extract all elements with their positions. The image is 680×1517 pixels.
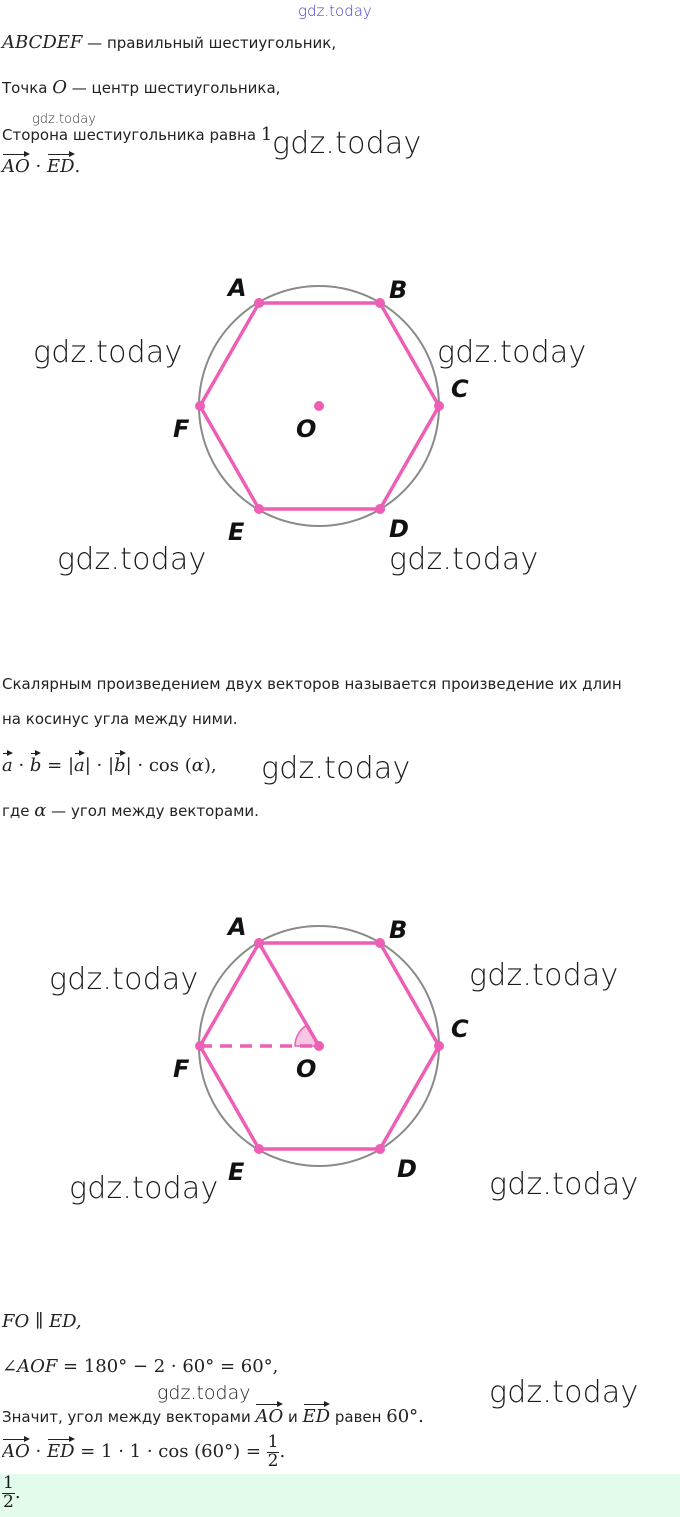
- watermark-top: gdz.today: [298, 2, 372, 20]
- formula-vec-a-2: a: [74, 751, 85, 776]
- label-f-2: F: [173, 1055, 190, 1083]
- watermark-1: gdz.today: [272, 126, 422, 161]
- formula-cos: cos: [148, 755, 179, 776]
- dot-product-formula: a · b = |a| · |b| · cos (α),: [2, 751, 217, 776]
- conclusion-vector-ao: AO: [255, 1402, 283, 1427]
- vertex-d: [375, 504, 385, 514]
- watermark-small-2: gdz.today: [157, 1382, 251, 1404]
- formula-vec-b-2: b: [114, 751, 126, 776]
- given-line-3-text: Сторона шестиугольника равна: [2, 126, 261, 144]
- label-e: E: [228, 518, 245, 546]
- given-line-2-prefix: Точка: [2, 79, 53, 97]
- conclusion-line: [2, 1402, 424, 1427]
- label-b-2: B: [389, 916, 408, 944]
- formula-vec-b-1: b: [30, 751, 42, 776]
- vertex-f-2: [195, 1041, 205, 1051]
- vertex-f: [195, 401, 205, 411]
- vertex-a-2: [254, 938, 264, 948]
- vertex-a: [254, 298, 264, 308]
- watermark-6: gdz.today: [261, 751, 411, 786]
- result-denominator: 2: [267, 1450, 279, 1471]
- vector-ed: ED: [47, 152, 75, 177]
- conclusion-and: и: [283, 1408, 303, 1426]
- watermark-small-1: gdz.today: [32, 112, 96, 127]
- watermark-11: gdz.today: [489, 1375, 639, 1410]
- given-line-4: [2, 152, 80, 177]
- vertex-c: [434, 401, 444, 411]
- watermark-9: gdz.today: [69, 1171, 219, 1206]
- answer-numerator: 1: [3, 1474, 14, 1493]
- where-line: [2, 800, 259, 821]
- vertex-d-2: [375, 1144, 385, 1154]
- conclusion-end-text: равен: [330, 1408, 387, 1426]
- given-line-1-text: — правильный шестиугольник,: [82, 34, 337, 52]
- label-f: F: [173, 415, 190, 443]
- result-vector-ao: AO: [2, 1437, 30, 1462]
- watermark-4: gdz.today: [57, 542, 207, 577]
- formula-vec-a-1: a: [2, 751, 13, 776]
- center-point-2: [314, 1041, 324, 1051]
- result-vector-ed: ED: [47, 1437, 75, 1462]
- dot-operator: ·: [29, 156, 47, 177]
- given-line-3: [2, 124, 272, 145]
- hexagon-figure-2: [0, 890, 680, 1190]
- label-a: A: [228, 274, 247, 302]
- label-d: D: [389, 515, 409, 543]
- result-rhs: = 1 · 1 · cos (60°) =: [74, 1440, 267, 1462]
- given-line-2-text: — центр шестиугольника,: [67, 79, 281, 97]
- watermark-2: gdz.today: [33, 335, 183, 370]
- parallel-statement: FO ∥ ED,: [2, 1311, 82, 1332]
- conclusion-vector-ed: ED: [303, 1402, 331, 1427]
- given-line-1: [2, 32, 336, 53]
- label-b: B: [389, 276, 408, 304]
- where-text: — угол между векторами.: [46, 802, 259, 820]
- conclusion-value: 60°.: [386, 1406, 424, 1427]
- label-o-2: O: [296, 1055, 317, 1083]
- conclusion-text: Значит, угол между векторами: [2, 1408, 256, 1426]
- side-length: 1: [260, 124, 273, 145]
- angle-lhs: ∠AOF: [2, 1356, 58, 1377]
- segment-ao: [259, 943, 319, 1046]
- watermark-5: gdz.today: [389, 542, 539, 577]
- answer-value: [2, 1475, 21, 1512]
- watermark-10: gdz.today: [489, 1167, 639, 1202]
- answer-bar: [0, 1474, 680, 1517]
- where-prefix: где: [2, 802, 35, 820]
- center-point: [314, 401, 324, 411]
- label-c-2: C: [451, 1015, 469, 1043]
- result-line: [2, 1434, 285, 1474]
- answer-denominator: 2: [3, 1491, 14, 1512]
- given-line-4-end: .: [74, 156, 81, 177]
- definition-line-1: Скалярным произведением двух векторов называется произведение их длин: [2, 675, 622, 693]
- result-end: .: [279, 1440, 286, 1462]
- label-o: O: [296, 415, 317, 443]
- vertex-b: [375, 298, 385, 308]
- vertex-e: [254, 504, 264, 514]
- center-name: O: [52, 77, 67, 98]
- formula-alpha: α: [191, 755, 204, 776]
- label-d-2: D: [397, 1155, 417, 1183]
- result-dot: ·: [29, 1440, 47, 1462]
- label-e-2: E: [228, 1158, 245, 1186]
- label-a-2: A: [228, 913, 247, 941]
- watermark-3: gdz.today: [437, 335, 587, 370]
- vector-ao: AO: [2, 152, 30, 177]
- label-c: C: [451, 375, 469, 403]
- answer-fraction: [2, 1475, 15, 1512]
- result-fraction: [267, 1434, 280, 1471]
- vertex-b-2: [375, 938, 385, 948]
- hexagon-figure-1: [0, 250, 680, 550]
- watermark-8: gdz.today: [469, 958, 619, 993]
- answer-end: .: [14, 1481, 21, 1503]
- angle-rhs: = 180° − 2 · 60° = 60°,: [57, 1356, 279, 1377]
- vertex-c-2: [434, 1041, 444, 1051]
- given-line-2: [2, 77, 280, 98]
- result-numerator: 1: [267, 1434, 279, 1452]
- vertex-e-2: [254, 1144, 264, 1154]
- watermark-7: gdz.today: [49, 962, 199, 997]
- angle-statement: [2, 1356, 278, 1377]
- hexagon-name: ABCDEF: [2, 32, 83, 53]
- definition-line-2: на косинус угла между ними.: [2, 710, 238, 728]
- where-alpha: α: [34, 800, 47, 821]
